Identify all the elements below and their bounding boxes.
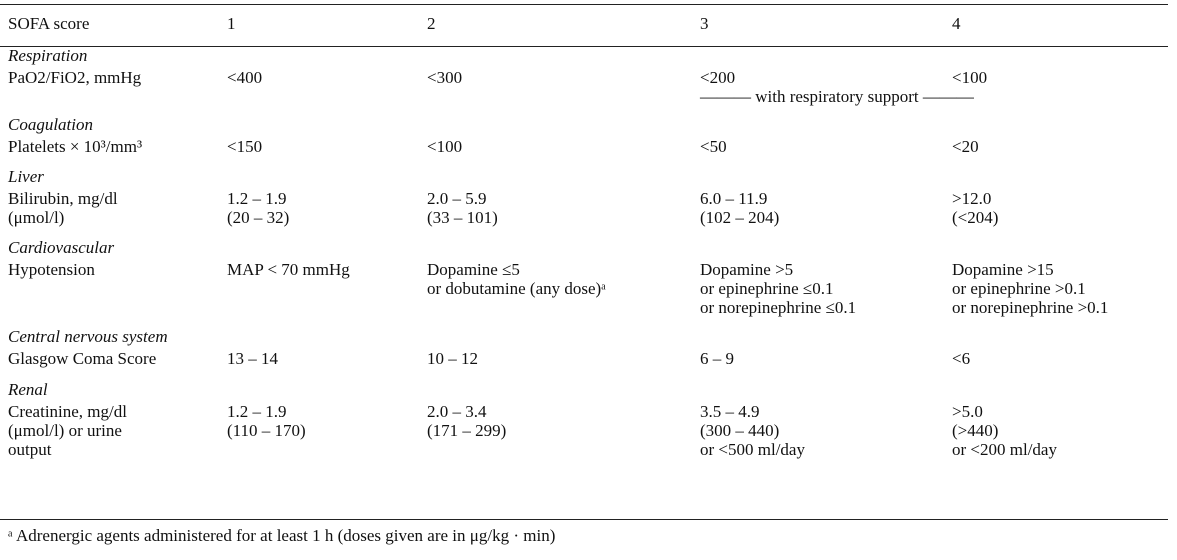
score-value: (<204) xyxy=(952,208,999,227)
header-cell-label: SOFA score xyxy=(8,14,90,33)
measure-line: Creatinine, mg/dl xyxy=(8,402,127,421)
measure-line: (μmol/l) or urine xyxy=(8,421,122,440)
score-value: 1.2 – 1.9 xyxy=(227,189,287,208)
note-spacer xyxy=(8,87,700,106)
organ-heading-row xyxy=(8,368,1172,402)
score-1-cell-renal xyxy=(227,402,427,459)
organ-heading-row xyxy=(8,46,1172,68)
score-1-cell-central-nervous-system xyxy=(227,349,427,368)
score-2-cell-liver xyxy=(427,189,700,227)
score-value: (300 – 440) xyxy=(700,421,780,440)
score-value: or epinephrine >0.1 xyxy=(952,279,1086,298)
table-note-row xyxy=(8,87,1172,106)
score-value: 3.5 – 4.9 xyxy=(700,402,760,421)
score-value: (33 – 101) xyxy=(427,208,498,227)
measure-cell-coagulation xyxy=(8,137,227,156)
score-value: <100 xyxy=(952,68,988,87)
score-value: (>440) xyxy=(952,421,999,440)
score-value: or dobutamine (any dose)ᵃ xyxy=(427,279,606,298)
table-row xyxy=(8,189,1172,227)
header-cell-score-3: 3 xyxy=(700,14,709,33)
score-1-cell-cardiovascular xyxy=(227,260,427,317)
score-2-cell-central-nervous-system xyxy=(427,349,700,368)
score-3-cell-central-nervous-system xyxy=(700,349,952,368)
score-value: <150 xyxy=(227,137,263,156)
score-value: Dopamine >15 xyxy=(952,260,1054,279)
measure-line: Glasgow Coma Score xyxy=(8,349,157,368)
score-value: 1.2 – 1.9 xyxy=(227,402,287,421)
score-value: <6 xyxy=(952,349,971,368)
table-row xyxy=(8,137,1172,156)
measure-cell-liver xyxy=(8,189,227,227)
score-3-cell-respiration xyxy=(700,68,952,87)
score-value: Dopamine ≤5 xyxy=(427,260,520,279)
table-row xyxy=(8,349,1172,368)
measure-line: PaO2/FiO2, mmHg xyxy=(8,68,142,87)
organ-heading-central-nervous-system: Central nervous system xyxy=(8,327,168,346)
score-4-cell-renal xyxy=(952,402,1172,459)
score-value: or norepinephrine ≤0.1 xyxy=(700,298,857,317)
score-1-cell-respiration xyxy=(227,68,427,87)
score-value: <400 xyxy=(227,68,263,87)
score-value: 2.0 – 3.4 xyxy=(427,402,487,421)
score-value: 2.0 – 5.9 xyxy=(427,189,487,208)
score-value: 13 – 14 xyxy=(227,349,278,368)
table-row xyxy=(8,402,1172,459)
organ-heading-row xyxy=(8,106,1172,137)
score-value: 6 – 9 xyxy=(700,349,734,368)
score-3-cell-renal xyxy=(700,402,952,459)
score-2-cell-cardiovascular xyxy=(427,260,700,317)
table-header-row xyxy=(8,14,1172,46)
score-value: (20 – 32) xyxy=(227,208,290,227)
table-footnote: ᵃ Adrenergic agents administered for at least 1 h (doses given are in μg/kg · min) xyxy=(8,526,556,545)
score-4-cell-cardiovascular xyxy=(952,260,1172,317)
score-1-cell-coagulation xyxy=(227,137,427,156)
score-value: Dopamine >5 xyxy=(700,260,794,279)
measure-line: (μmol/l) xyxy=(8,208,65,227)
score-value: <50 xyxy=(700,137,727,156)
measure-cell-central-nervous-system xyxy=(8,349,227,368)
table-row xyxy=(8,260,1172,317)
score-2-cell-respiration xyxy=(427,68,700,87)
score-4-cell-respiration xyxy=(952,68,1172,87)
measure-line: output xyxy=(8,440,52,459)
organ-heading-renal: Renal xyxy=(8,380,48,399)
score-value: <20 xyxy=(952,137,979,156)
header-cell-score-2: 2 xyxy=(427,14,436,33)
measure-cell-respiration xyxy=(8,68,227,87)
table-top-rule xyxy=(0,4,1168,5)
score-value: <200 xyxy=(700,68,736,87)
score-value: or epinephrine ≤0.1 xyxy=(700,279,834,298)
header-cell-score-1: 1 xyxy=(227,14,236,33)
score-4-cell-coagulation xyxy=(952,137,1172,156)
score-value: <100 xyxy=(427,137,463,156)
score-value: (171 – 299) xyxy=(427,421,507,440)
score-value: (102 – 204) xyxy=(700,208,780,227)
score-2-cell-renal xyxy=(427,402,700,459)
organ-heading-row xyxy=(8,317,1172,349)
score-1-cell-liver xyxy=(227,189,427,227)
score-2-cell-coagulation xyxy=(427,137,700,156)
sofa-table xyxy=(8,14,1172,459)
measure-line: Hypotension xyxy=(8,260,95,279)
table-row xyxy=(8,68,1172,87)
score-value: MAP < 70 mmHg xyxy=(227,260,350,279)
score-value: 6.0 – 11.9 xyxy=(700,189,768,208)
score-value: or norepinephrine >0.1 xyxy=(952,298,1109,317)
organ-heading-respiration: Respiration xyxy=(8,46,88,65)
respiratory-support-note: ——— with respiratory support ——— xyxy=(700,87,974,106)
score-3-cell-cardiovascular xyxy=(700,260,952,317)
score-4-cell-liver xyxy=(952,189,1172,227)
organ-heading-row xyxy=(8,227,1172,260)
score-value: 10 – 12 xyxy=(427,349,478,368)
measure-line: Bilirubin, mg/dl xyxy=(8,189,118,208)
score-value: >12.0 xyxy=(952,189,992,208)
measure-cell-renal xyxy=(8,402,227,459)
organ-heading-coagulation: Coagulation xyxy=(8,115,94,134)
organ-heading-liver: Liver xyxy=(8,167,44,186)
measure-line: Platelets × 10³/mm³ xyxy=(8,137,143,156)
score-3-cell-liver xyxy=(700,189,952,227)
score-4-cell-central-nervous-system xyxy=(952,349,1172,368)
score-3-cell-coagulation xyxy=(700,137,952,156)
score-value: (110 – 170) xyxy=(227,421,306,440)
header-cell-score-4: 4 xyxy=(952,14,961,33)
table-bottom-rule xyxy=(0,519,1168,520)
score-value: or <500 ml/day xyxy=(700,440,805,459)
score-value: <300 xyxy=(427,68,463,87)
measure-cell-cardiovascular xyxy=(8,260,227,317)
organ-heading-cardiovascular: Cardiovascular xyxy=(8,238,115,257)
organ-heading-row xyxy=(8,156,1172,189)
score-value: >5.0 xyxy=(952,402,983,421)
score-value: or <200 ml/day xyxy=(952,440,1057,459)
